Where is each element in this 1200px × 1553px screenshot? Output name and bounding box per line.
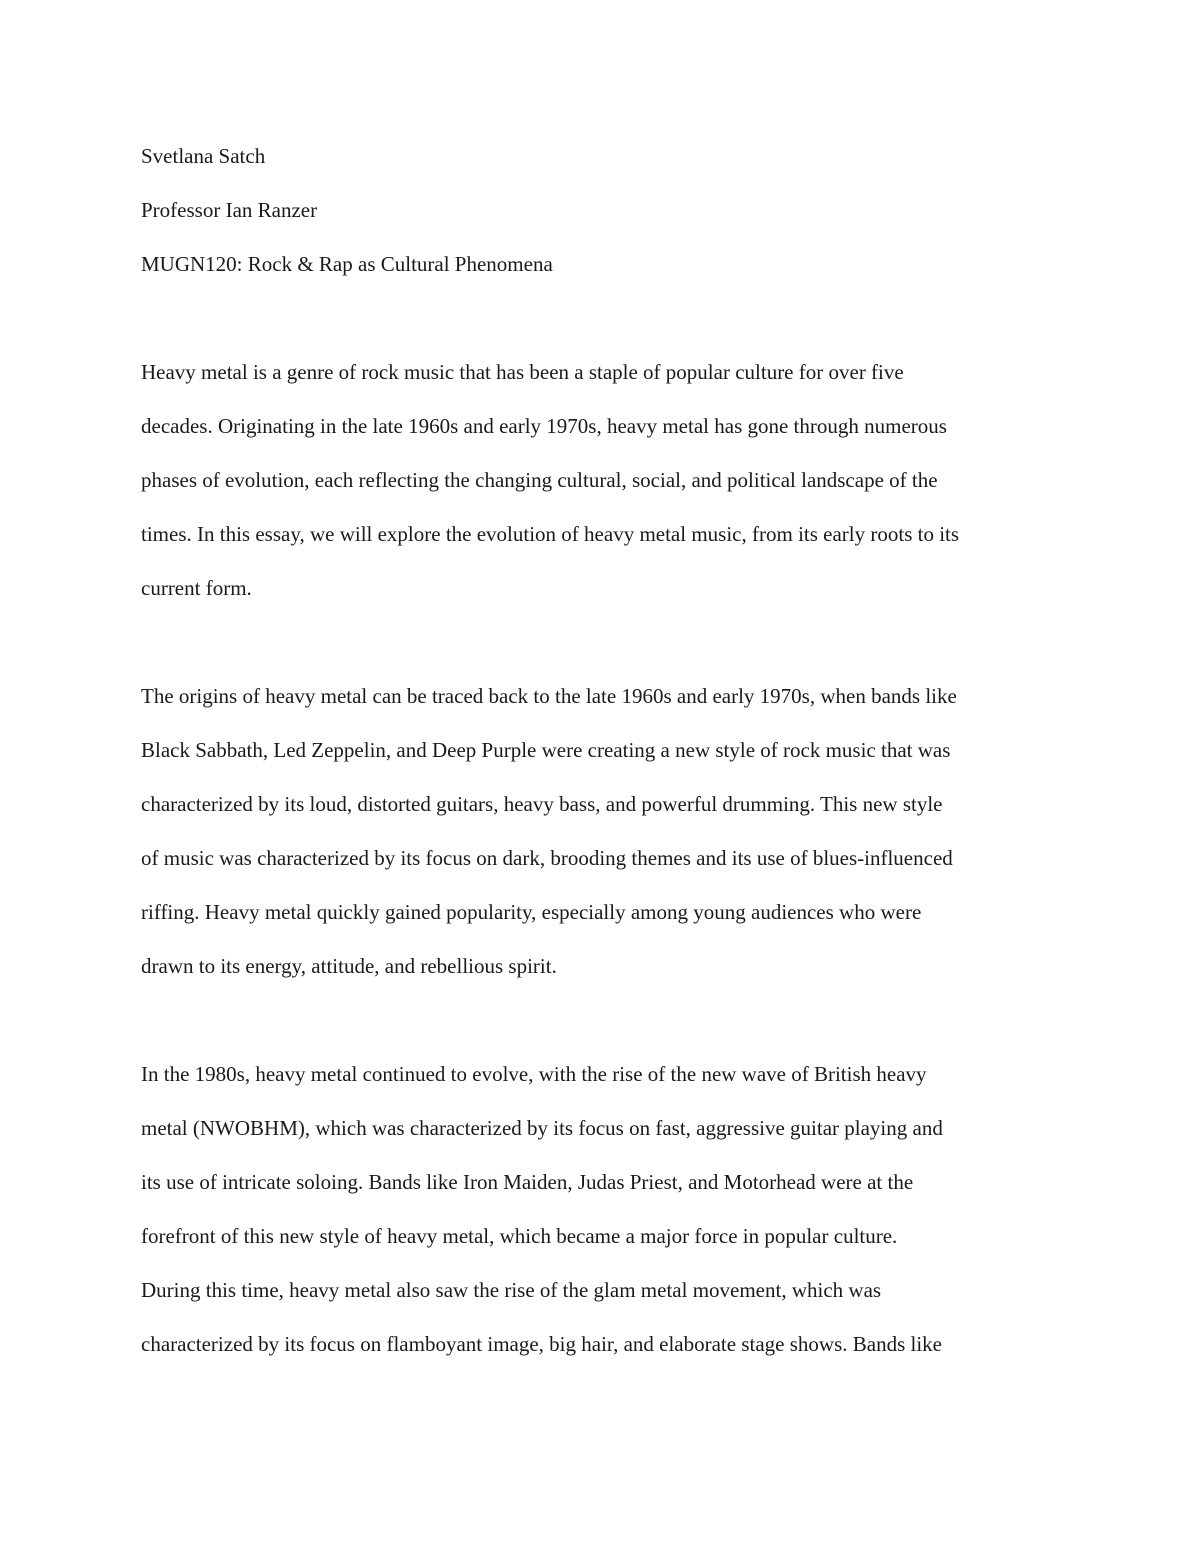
paragraph-line: phases of evolution, each reflecting the changing cultural, social, and political landscape of the — [141, 468, 938, 492]
author-name: Svetlana Satch — [141, 144, 266, 168]
paragraph-line: Black Sabbath, Led Zeppelin, and Deep Purple were creating a new style of rock music that was — [141, 738, 951, 762]
paragraph-line: The origins of heavy metal can be traced back to the late 1960s and early 1970s, when bands like — [141, 684, 957, 708]
paragraph-gap — [141, 615, 1066, 669]
document-body — [141, 129, 1066, 1371]
paragraph-line: current form. — [141, 576, 252, 600]
paragraph-line: its use of intricate soloing. Bands like Iron Maiden, Judas Priest, and Motorhead were at the — [141, 1170, 914, 1194]
paragraph-1980s — [141, 1047, 1066, 1371]
paragraph-origins — [141, 669, 1066, 993]
paragraph-line: characterized by its focus on flamboyant image, big hair, and elaborate stage shows. Bands like — [141, 1332, 942, 1356]
paragraph-line: decades. Originating in the late 1960s and early 1970s, heavy metal has gone through numerous — [141, 414, 947, 438]
paragraph-line: forefront of this new style of heavy metal, which became a major force in popular culture. — [141, 1224, 898, 1248]
paragraph-line: In the 1980s, heavy metal continued to evolve, with the rise of the new wave of British heavy — [141, 1062, 927, 1086]
course-title: MUGN120: Rock & Rap as Cultural Phenomena — [141, 252, 553, 276]
professor-name: Professor Ian Ranzer — [141, 198, 318, 222]
paragraph-line: metal (NWOBHM), which was characterized by its focus on fast, aggressive guitar playing and — [141, 1116, 943, 1140]
paragraph-line: of music was characterized by its focus on dark, brooding themes and its use of blues-influenced — [141, 846, 953, 870]
paragraph-introduction — [141, 345, 1066, 615]
paragraph-line: drawn to its energy, attitude, and rebellious spirit. — [141, 954, 557, 978]
paragraph-line: Heavy metal is a genre of rock music that has been a staple of popular culture for over five — [141, 360, 904, 384]
paragraph-gap — [141, 291, 1066, 345]
paragraph-line: characterized by its loud, distorted guitars, heavy bass, and powerful drumming. This new style — [141, 792, 943, 816]
paragraph-line: riffing. Heavy metal quickly gained popularity, especially among young audiences who were — [141, 900, 922, 924]
paragraph-line: During this time, heavy metal also saw the rise of the glam metal movement, which was — [141, 1278, 882, 1302]
paragraph-gap — [141, 993, 1066, 1047]
paragraph-line: times. In this essay, we will explore the evolution of heavy metal music, from its early roots to its — [141, 522, 960, 546]
